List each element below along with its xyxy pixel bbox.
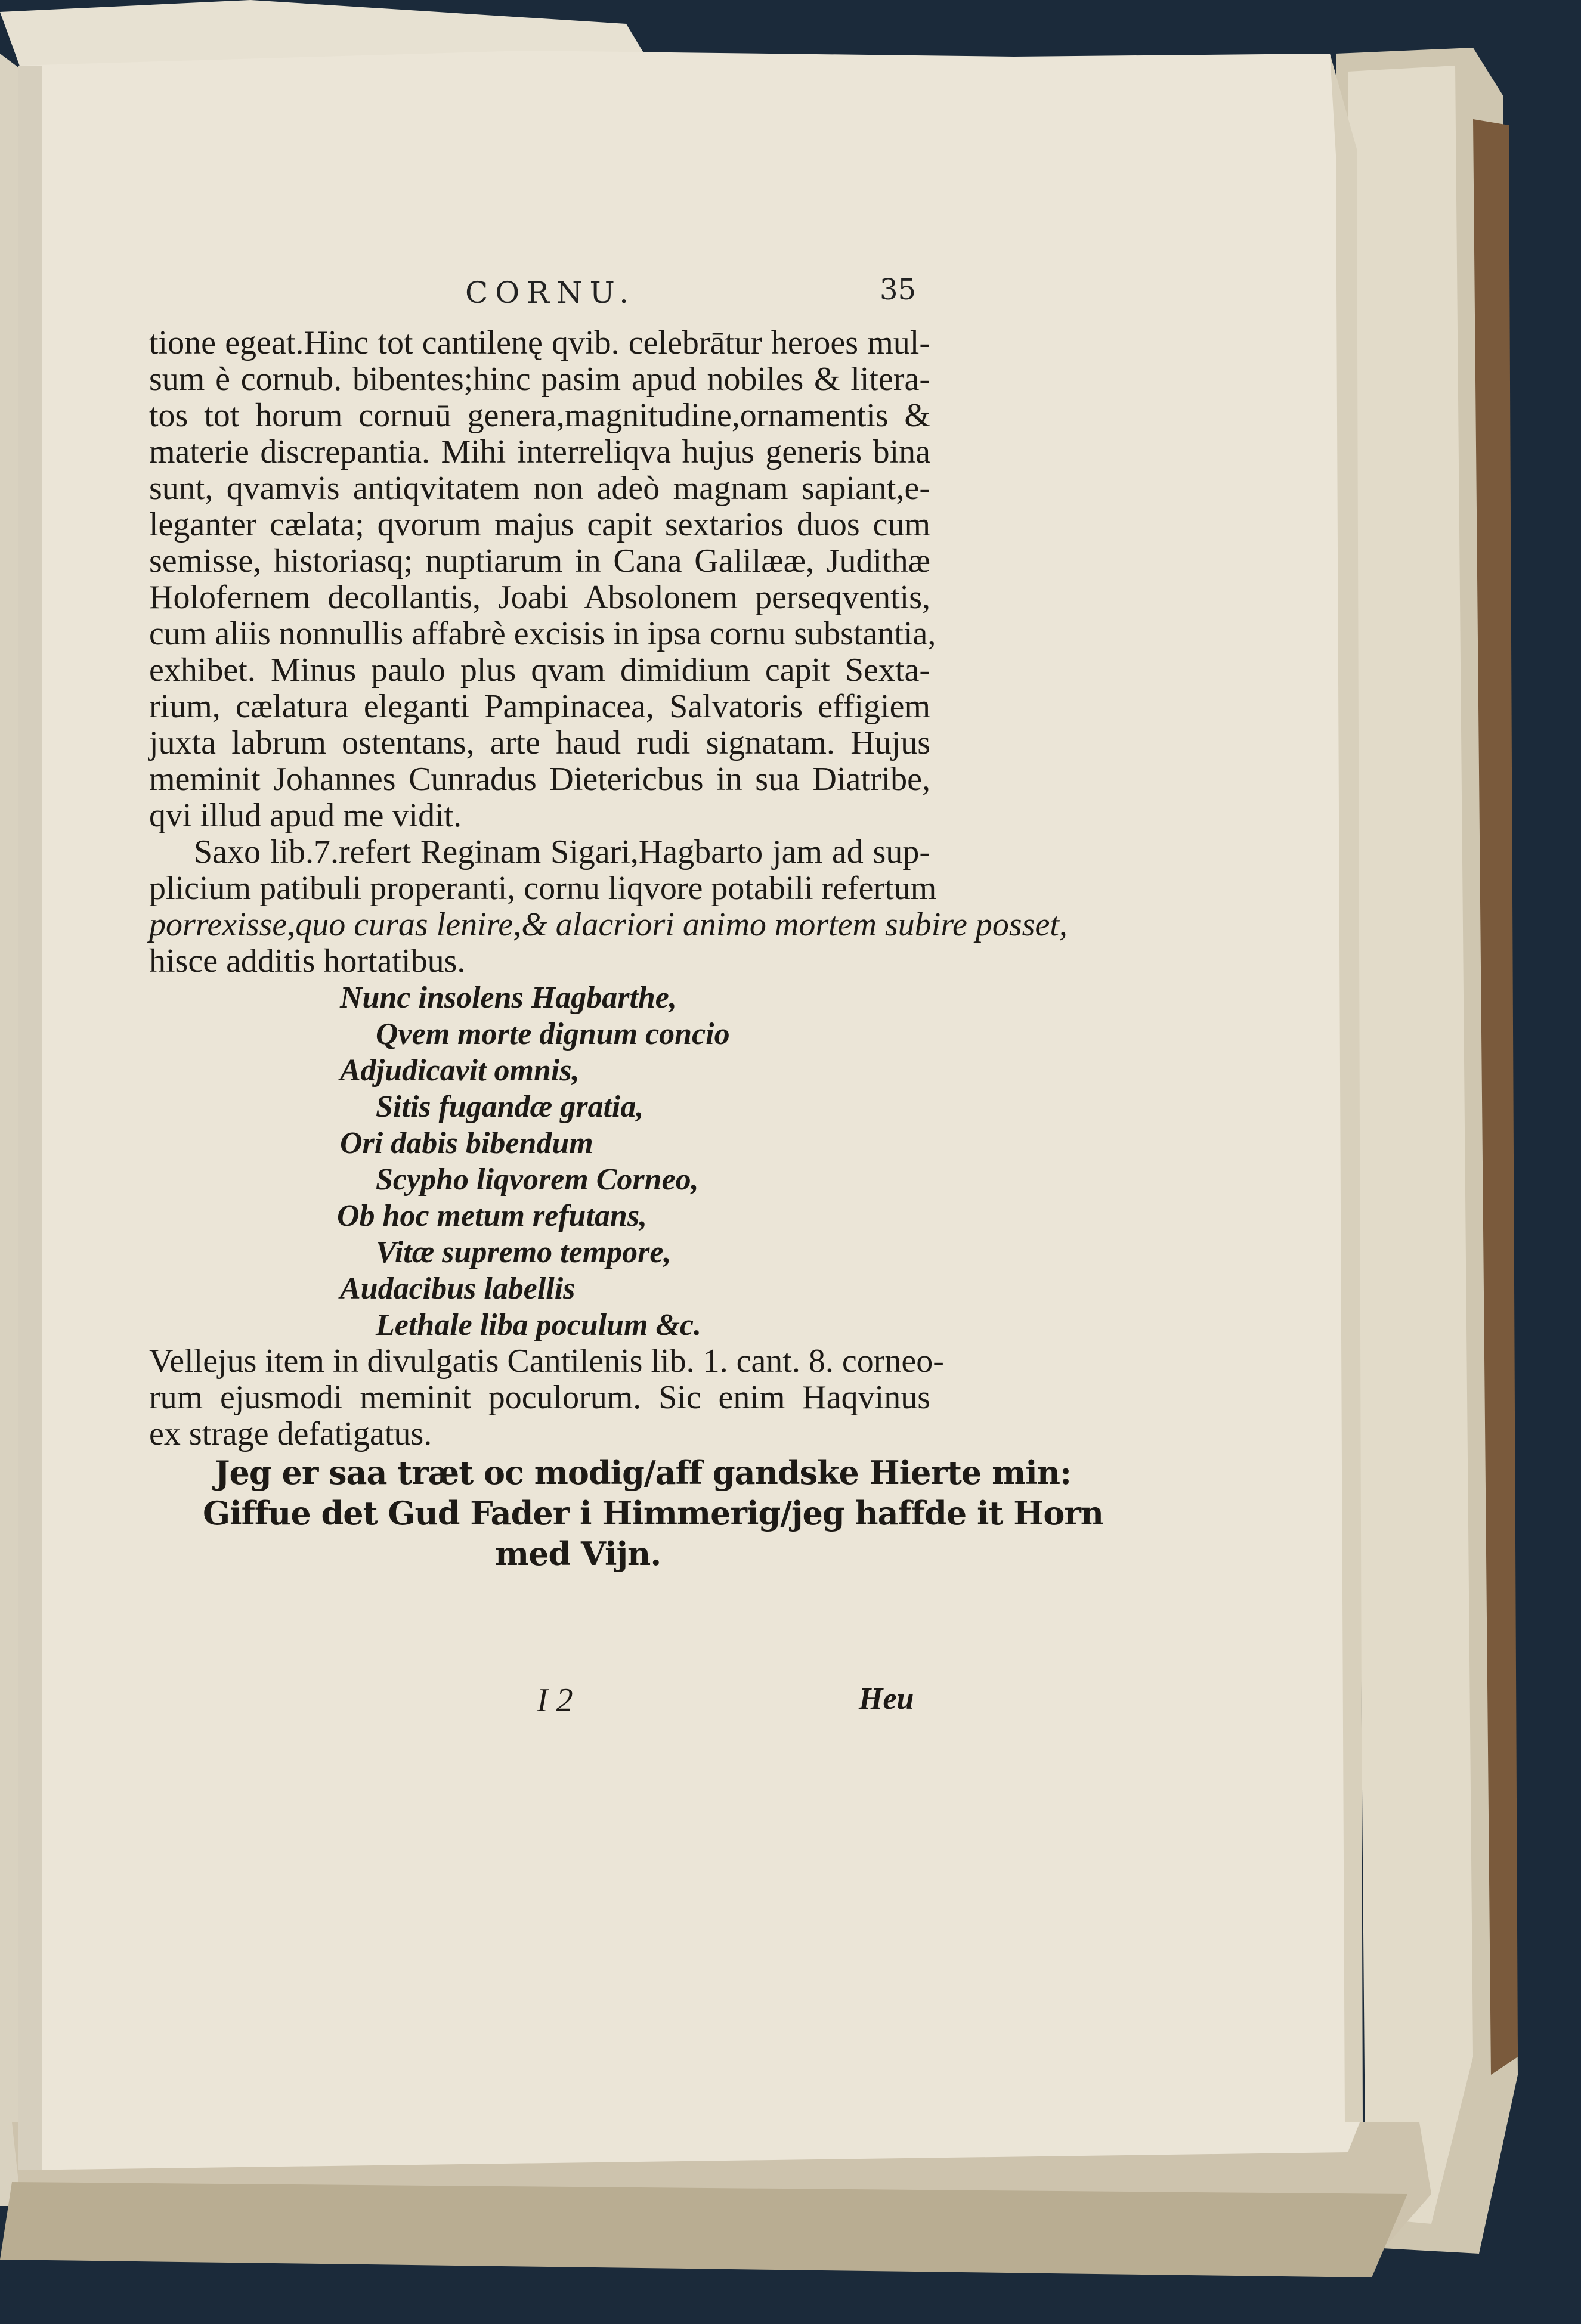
text-line: porrexisse,quo curas lenire,& alacriori animo mortem subire posset, bbox=[149, 906, 1068, 943]
verse-line: Ori dabis bibendum bbox=[340, 1126, 593, 1160]
verse-line: Sitis fugandæ gratia, bbox=[376, 1090, 644, 1124]
text-line: exhibet. Minus paulo plus qvam dimidium capit Sexta- bbox=[149, 652, 930, 689]
catchword: Heu bbox=[859, 1682, 914, 1716]
verse-line: Vitæ supremo tempore, bbox=[376, 1235, 672, 1269]
text-line: cum aliis nonnullis affabrè excisis in ipsa cornu substantia, bbox=[149, 615, 936, 652]
text-line: materie discrepantia. Mihi interreliqva hujus generis bina bbox=[149, 433, 930, 470]
danish-verse-line: med Vijn. bbox=[495, 1535, 661, 1573]
text-line: meminit Johannes Cunradus Dietericbus in sua Diatribe, bbox=[149, 761, 930, 798]
page-number: 35 bbox=[880, 273, 917, 306]
verse-line: Scypho liqvorem Corneo, bbox=[376, 1163, 699, 1197]
text-line: qvi illud apud me vidit. bbox=[149, 797, 462, 834]
text-line: sum è cornub. bibentes;hinc pasim apud nobiles & litera- bbox=[149, 361, 930, 398]
verse-line: Adjudicavit omnis, bbox=[340, 1053, 580, 1087]
verse-line: Nunc insolens Hagbarthe, bbox=[340, 981, 677, 1015]
verse-line: Audacibus labellis bbox=[340, 1272, 576, 1306]
verse-line: Qvem morte dignum concio bbox=[376, 1017, 730, 1051]
text-line: hisce additis hortatibus. bbox=[149, 943, 466, 980]
text-line: juxta labrum ostentans, arte haud rudi signatam. Hujus bbox=[149, 724, 930, 761]
danish-verse-line: Jeg er saa træt oc modig/aff gandske Hierte min: bbox=[215, 1454, 1071, 1492]
text-line: rum ejusmodi meminit poculorum. Sic enim Haqvinus bbox=[149, 1379, 930, 1416]
text-line: rium, cælatura eleganti Pampinacea, Salvatoris effigiem bbox=[149, 688, 930, 725]
text-line: sunt, qvamvis antiqvitatem non adeò magnam sapiant,e- bbox=[149, 470, 930, 507]
main-text bbox=[149, 324, 1104, 1574]
verse-line: Ob hoc metum refutans, bbox=[337, 1199, 648, 1233]
verse-line: Lethale liba poculum &c. bbox=[376, 1308, 701, 1342]
text-line: ex strage defatigatus. bbox=[149, 1415, 432, 1452]
text-line: leganter cælata; qvorum majus capit sextarios duos cum bbox=[149, 506, 930, 543]
text-line: tione egeat.Hinc tot cantilenę qvib. celebrātur heroes mul- bbox=[149, 324, 930, 361]
text-line: Holofernem decollantis, Joabi Absolonem perseqventis, bbox=[149, 579, 930, 616]
page-header bbox=[149, 268, 930, 322]
text-line: Vellejus item in divulgatis Cantilenis lib. 1. cant. 8. corneo- bbox=[149, 1343, 944, 1380]
running-head: CORNU. bbox=[465, 275, 636, 310]
page-footer bbox=[149, 1681, 930, 1729]
signature-mark: I 2 bbox=[537, 1682, 573, 1719]
text-line: Saxo lib.7.refert Reginam Sigari,Hagbarto jam ad sup- bbox=[194, 833, 930, 870]
text-line: tos tot horum cornuū genera,magnitudine,ornamentis & bbox=[149, 397, 930, 434]
danish-verse-line: Giffue det Gud Fader i Himmerig/jeg haffde it Horn bbox=[203, 1494, 1104, 1532]
text-line: plicium patibuli properanti, cornu liqvore potabili refertum bbox=[149, 870, 937, 907]
text-line: semisse, historiasq; nuptiarum in Cana Galilææ, Judithæ bbox=[149, 543, 930, 580]
